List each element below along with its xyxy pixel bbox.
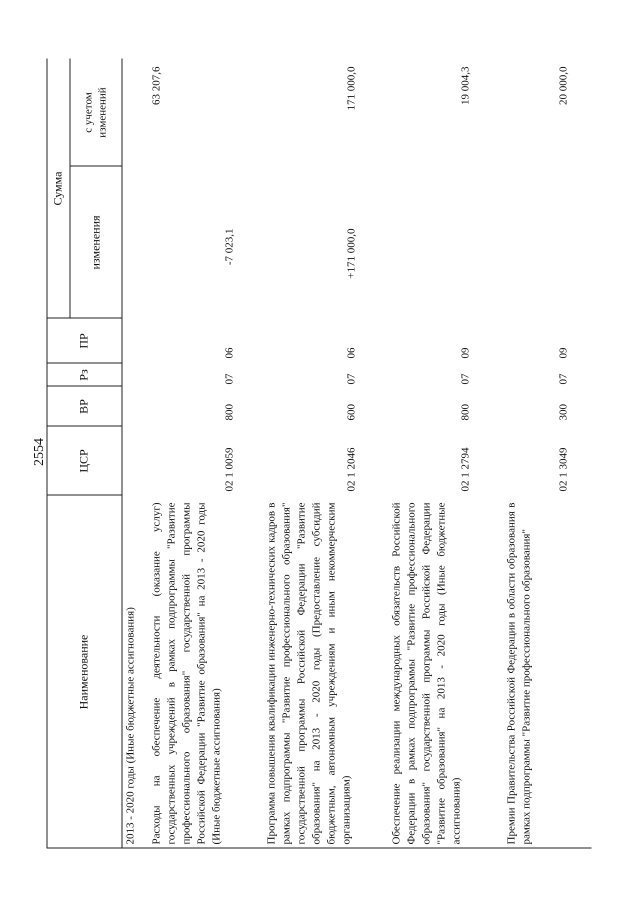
header-pr: ПР	[76, 333, 91, 349]
row-1-with-change: 63 207,6	[150, 66, 163, 105]
header-bottom-border	[122, 59, 123, 849]
row-2-change: +171 000,0	[345, 228, 358, 279]
row-4-pr: 09	[557, 347, 570, 359]
header-change: изменения	[88, 215, 102, 270]
header-name: Наименование	[76, 634, 91, 710]
header-with-change: с учетом изменений	[82, 87, 109, 138]
row-4-rz: 07	[557, 373, 570, 385]
row-2-csr: 02 1 2046	[345, 447, 358, 492]
row-4-csr: 02 1 3049	[557, 447, 570, 492]
row-2-vr: 600	[345, 404, 358, 421]
row-0-name: 2013 - 2020 годы (Иные бюджетные ассигнования)	[124, 607, 137, 845]
row-4-with-change: 20 000,0	[557, 66, 570, 105]
row-3-pr: 09	[459, 347, 472, 359]
row-3-vr: 800	[459, 404, 472, 421]
row-2-name: Программа повышения квалификации инженерно-технических кадров в рамках подпрограммы "Развитие профессионального образования" государственной программы Российской Федерации "Развитие образования" на 2013 - 2020 годы (Предоставление субсидий бюджетным, автономным учреждениям и иным некоммерческим организациям)	[265, 502, 353, 845]
row-1-rz: 07	[223, 373, 236, 385]
row-2-pr: 06	[345, 347, 358, 359]
header-csr: ЦСР	[76, 449, 91, 473]
table-left-border	[47, 848, 592, 849]
header-sum: Сумма	[50, 171, 65, 206]
row-4-name: Премии Правительства Российской Федерации в области образования в рамках подпрограммы "Развитие профессионального образования"	[505, 502, 533, 845]
row-2-with-change: 171 000,0	[345, 66, 358, 111]
row-3-name: Обеспечение реализации международных обязательств Российской Федерации в рамках подпрограммы "Развитие профессионального образования" государственной программы Российской Федерации "Развитие образования" на 2013 - 2020 годы (Иные бюджетные ассигнования)	[390, 502, 463, 845]
row-1-name: Расходы на обеспечение деятельности (оказание услуг) государственных учреждений в рамках подпрограммы "Развитие профессионального образования" государственной программы Российской Федерации "Развитие образования" на 2013 - 2020 годы (Иные бюджетные ассигнования)	[150, 502, 223, 845]
header-rz: Рз	[76, 369, 91, 381]
header-vr: ВР	[76, 399, 91, 414]
row-3-with-change: 19 004,3	[459, 66, 472, 105]
row-2-rz: 07	[345, 373, 358, 385]
row-4-vr: 300	[557, 404, 570, 421]
row-1-vr: 800	[223, 404, 236, 421]
row-1-change: -7 023,1	[223, 228, 236, 266]
page-number: 2554	[32, 438, 47, 466]
row-3-csr: 02 1 2794	[459, 447, 472, 492]
row-3-rz: 07	[459, 373, 472, 385]
row-1-pr: 06	[223, 347, 236, 359]
row-1-csr: 02 1 0059	[223, 447, 236, 492]
budget-table	[47, 59, 592, 849]
